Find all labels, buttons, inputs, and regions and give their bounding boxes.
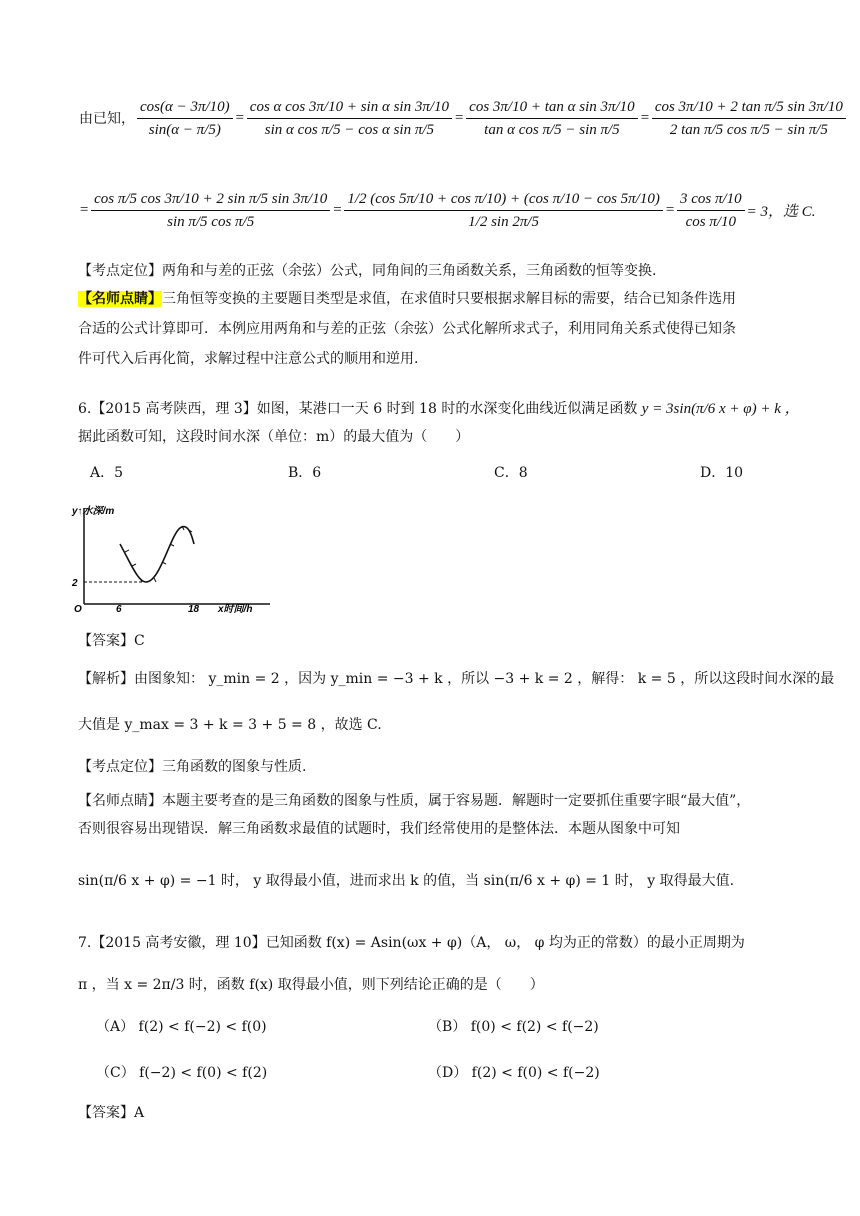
q5-fraction-2: $\frac{\text{cos α cos 3π/10 + sin α sin 3π/10}}{\text{sin α cos π/5 − cos α sin π/5}}$ xyxy=(247,96,452,141)
q6-answer: 【答案】C xyxy=(78,633,145,649)
q5-mingshi-tag: 【名师点睛】 xyxy=(78,291,162,307)
q5-fraction-1: $\frac{\cos(\alpha - 3\pi/10)}{\sin(\alpha - \pi/5)}$ xyxy=(137,96,233,141)
q6-kaodian: 【考点定位】三角函数的图象与性质. xyxy=(78,759,307,775)
q7-answer: 【答案】A xyxy=(78,1105,145,1121)
q6-option-d: D．10 xyxy=(700,465,744,481)
q5-fraction-3: $\frac{\text{cos 3π/10 + tan α sin 3π/10}}{\text{tan α cos π/5 − sin π/5}}$ xyxy=(466,96,638,141)
q5-result: = 3，选 C. xyxy=(746,203,816,220)
q6-mingshi-line-1: 【名师点睛】本题主要考查的是三角函数的图象与性质，属于容易题．解题时一定要抓住重要字眼“最大值”， xyxy=(78,793,751,809)
y-tick-2: 2 xyxy=(72,578,78,589)
q6-mingshi-line-3: sin(π/6 x + φ) = −1 时， y 取得最小值，进而求出 k 的值，当 sin(π/6 x + φ) = 1 时， y 取得最大值. xyxy=(78,873,735,889)
q5-mingshi-line-3: 件可代入后再化简，求解过程中注意公式的顺用和逆用. xyxy=(78,351,419,367)
q5-mingshi-line-1: 【名师点睛】三角恒等变换的主要题目类型是求值，在求值时只要根据求解目标的需要，结合已知条件选用 xyxy=(78,291,736,307)
q5-intro: 由已知， xyxy=(79,111,135,127)
x-tick-18: 18 xyxy=(188,604,200,615)
q6-option-b: B．6 xyxy=(288,465,322,481)
q7-option-c: （C） f(−2) < f(0) < f(2) xyxy=(96,1065,268,1081)
q7-stem-line-2: π ，当 x = 2π/3 时，函数 f(x) 取得最小值，则下列结论正确的是（ ） xyxy=(78,977,544,993)
q6-jiexi-line-1: 【解析】由图象知： y_min = 2 ，因为 y_min = −3 + k ，所以 −3 + k = 2 ，解得： k = 5 ，所以这段时间水深的最 xyxy=(78,671,835,687)
x-tick-6: 6 xyxy=(116,604,122,615)
q5-fraction-7: $\frac{\text{3 cos π/10}}{\text{cos π/10}}$ xyxy=(677,188,745,233)
q6-mingshi-line-2: 否则很容易出现错误．解三角函数求最值的试题时，我们经常使用的是整体法．本题从图象中可知 xyxy=(78,821,680,837)
q5-fraction-4: $\frac{\text{cos 3π/10 + 2 tan π/5 sin 3π/10}}{\text{2 tan π/5 cos π/5 − sin π/5}}$ xyxy=(652,96,846,141)
q6-stem-line-2: 据此函数可知，这段时间水深（单位：m）的最大值为（ ） xyxy=(78,429,470,445)
q5-fraction-6: $\frac{\text{1/2 (cos 5π/10 + cos π/10) + (cos π/10 − cos 5π/10)}}{1/2 \sin 2\pi/5}$ xyxy=(344,188,662,233)
q7-option-a: （A） f(2) < f(−2) < f(0) xyxy=(96,1019,267,1035)
q6-formula: y = 3sin(π/6 x + φ) + k ， xyxy=(641,401,800,417)
q5-mingshi-line-2: 合适的公式计算即可．本例应用两角和与差的正弦（余弦）公式化解所求式子，利用同角关系式使得已知条 xyxy=(78,321,736,337)
q6-stem-line-1: 6.【2015 高考陕西，理 3】如图，某港口一天 6 时到 18 时的水深变化曲线近似满足函数 y = 3sin(π/6 x + φ) + k ， xyxy=(78,401,800,417)
q6-jiexi-line-2: 大值是 y_max = 3 + k = 3 + 5 = 8 ，故选 C. xyxy=(78,717,382,733)
q5-equation-line-1: 由已知， $\frac{\cos(\alpha - 3\pi/10)}{\sin(\alpha - \pi/5)}$ = $\frac{\text{cos α cos 3π/10 + sin α sin 3π/10}}{\text{sin α cos π/5 − cos α sin π/5}}$ = $\frac{\text{cos 3π/10 + tan α sin 3π/10}}{\text{tan α cos π/5 − sin π/5}}$ = $\frac{\text{cos 3π/10 + 2 tan π/5 sin 3π/10}}{\text{2 tan π/5 cos π/5 − sin π/5}}$ xyxy=(78,78,847,158)
q6-option-c: C．8 xyxy=(494,465,528,481)
q5-equation-line-2: = $\frac{\text{cos π/5 cos 3π/10 + 2 sin π/5 sin 3π/10}}{\text{sin π/5 cos π/5}}$ = $\frac{\text{1/2 (cos 5π/10 + cos π/10) + (cos π/10 − cos 5π/10)}}{1/2 \sin 2\pi/5}$ = $\frac{\text{3 cos π/10}}{\text{cos π/10}}$ = 3，选 C. xyxy=(78,170,817,250)
origin-label: O xyxy=(74,604,82,615)
q7-option-b: （B） f(0) < f(2) < f(−2) xyxy=(428,1019,599,1035)
x-axis-label: x时间/h xyxy=(218,604,253,615)
q7-option-d: （D） f(2) < f(0) < f(−2) xyxy=(428,1065,600,1081)
q6-water-depth-figure xyxy=(70,500,280,615)
depth-curve xyxy=(120,527,194,582)
q7-stem-line-1: 7.【2015 高考安徽，理 10】已知函数 f(x) = Asin(ωx + φ)（A， ω， φ 均为正的常数）的最小正周期为 xyxy=(78,935,745,951)
y-axis-label: y↑水深/m xyxy=(72,506,115,517)
q5-kaodian: 【考点定位】两角和与差的正弦（余弦）公式，同角间的三角函数关系，三角函数的恒等变换. xyxy=(78,263,657,279)
q6-option-a: A．5 xyxy=(90,465,124,481)
q5-fraction-5: $\frac{\text{cos π/5 cos 3π/10 + 2 sin π/5 sin 3π/10}}{\text{sin π/5 cos π/5}}$ xyxy=(91,188,330,233)
